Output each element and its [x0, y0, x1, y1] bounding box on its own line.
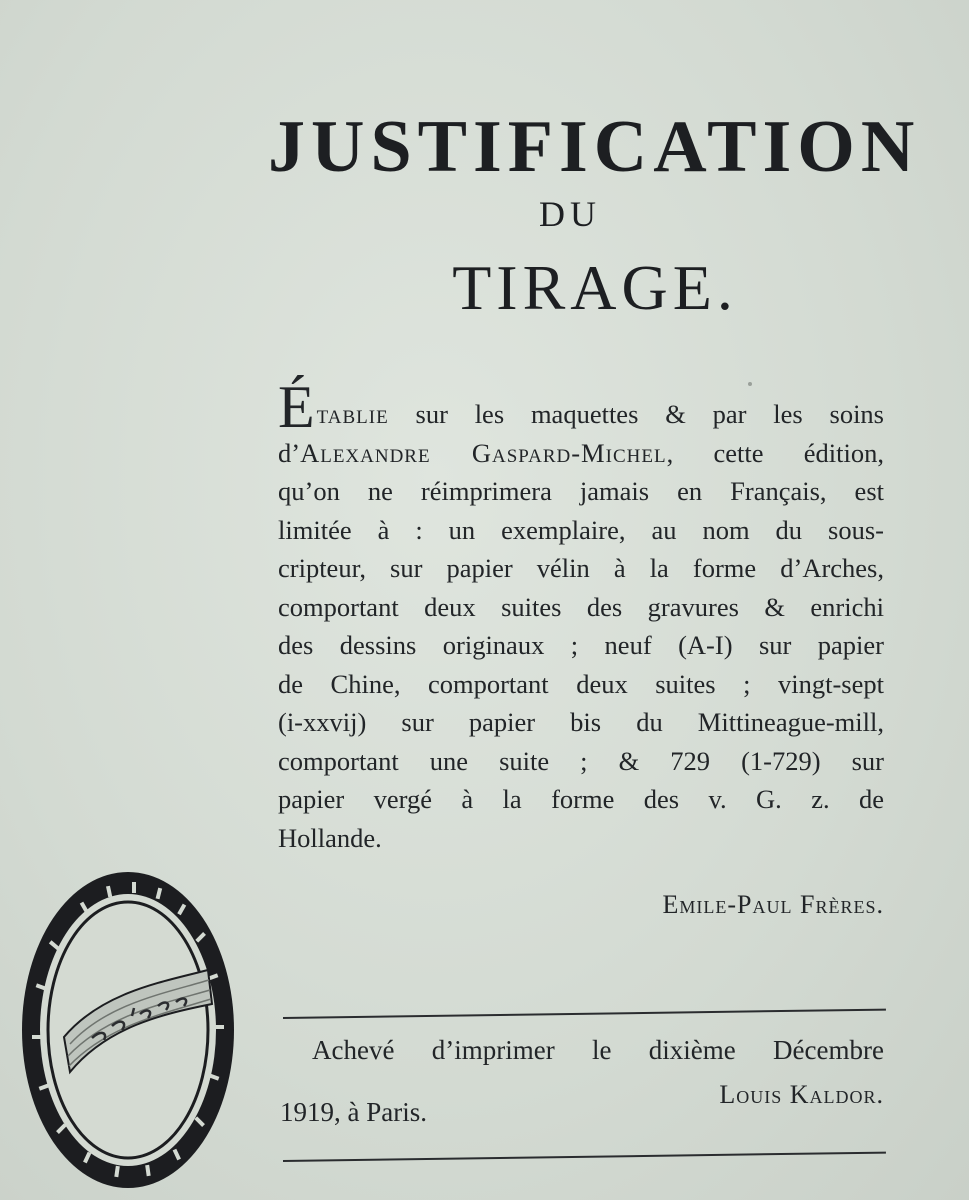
paragraph-line: comportant deux suites des gravures & enrichi	[278, 591, 884, 622]
printer-name: Louis Kaldor.	[719, 1080, 884, 1109]
paragraph-line: papier vergé à la forme des v. G. z. de	[278, 784, 884, 814]
title-du: DU	[539, 194, 601, 234]
paragraph-line: limitée à : un exemplaire, au nom du sous-	[278, 514, 884, 545]
title-justification: JUSTIFICATION	[268, 106, 921, 188]
colophon-line-2: 1919, à Paris.	[280, 1097, 427, 1127]
title-tirage: TIRAGE.	[452, 252, 738, 323]
paragraph-line: qu’on ne réimprimera jamais en Français, est	[278, 476, 884, 506]
paper-speck	[748, 382, 752, 386]
paragraph-line: Hollande.	[278, 822, 382, 853]
colophon-line-1: Achevé d’imprimer le dixième Décembre	[312, 1035, 884, 1065]
ex-libris-stamp-icon	[12, 862, 244, 1197]
paragraph-line	[278, 374, 884, 440]
paragraph-line: cripteur, sur papier vélin à la forme d’Arches,	[278, 553, 884, 583]
paragraph-line: (i-xxvij) sur papier bis du Mittineague-mill,	[278, 707, 884, 737]
colophon-rule-top	[283, 1009, 886, 1019]
paragraph-text: , cette édition,	[666, 437, 884, 468]
publisher-name: Emile-Paul Frères.	[662, 890, 884, 919]
paragraph-line	[278, 434, 884, 473]
lead-word: tablie	[316, 399, 389, 429]
colophon-rule-bottom	[283, 1152, 886, 1162]
justification-paragraph	[278, 374, 884, 857]
dropcap: É	[278, 374, 315, 440]
paragraph-text: d’	[278, 437, 301, 468]
paragraph-text: sur les maquettes & par les soins	[415, 399, 884, 429]
paragraph-line: comportant une suite ; & 729 (1-729) sur	[278, 745, 884, 776]
paragraph-line: de Chine, comportant deux suites ; vingt-sept	[278, 668, 884, 699]
paragraph-line: des dessins originaux ; neuf (A-I) sur papier	[278, 630, 884, 660]
author-name: Alexandre Gaspard-Michel	[300, 437, 667, 468]
